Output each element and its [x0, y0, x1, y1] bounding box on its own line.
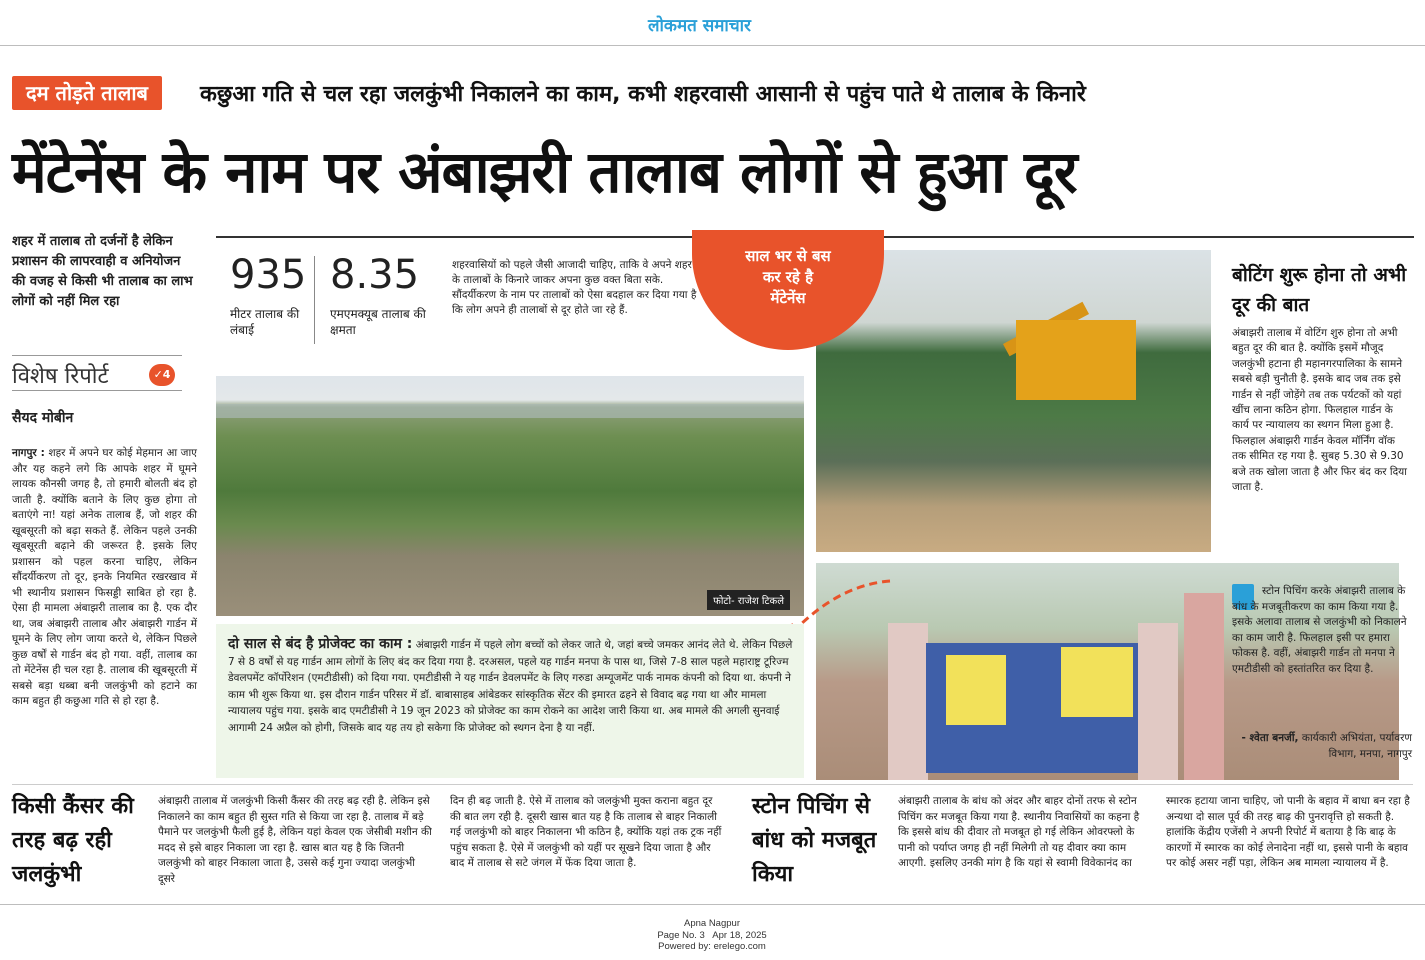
report-label-text: विशेष रिपोर्ट — [12, 364, 109, 389]
bottom-rule — [12, 784, 1413, 785]
stat-length-label: मीटर तालाब की लंबाई — [230, 307, 300, 337]
badge-line-3: मेंटेनेंस — [770, 289, 806, 307]
newspaper-title: लोकमत समाचार — [648, 16, 751, 36]
stat-capacity-value: 8.35 — [330, 252, 420, 298]
quote-attribution — [1232, 730, 1412, 762]
kicker-text: कछुआ गति से चल रहा जलकुंभी निकालने का काम, कभी शहरवासी आसानी से पहुंच पाते थे तालाब के किनारे — [200, 82, 1086, 107]
gate-notice-1 — [946, 655, 1006, 725]
gate-pillar-right — [1138, 623, 1178, 780]
article-body — [12, 446, 197, 710]
kicker-row — [12, 76, 1412, 112]
dateline: नागपुर : — [12, 447, 45, 459]
stat-capacity-label: एमएमक्यूब तालाब की क्षमता — [330, 307, 426, 337]
masthead — [0, 0, 1425, 46]
stat-divider — [314, 256, 315, 344]
intro-text: शहर में तालाब तो दर्जनों है लेकिन प्रशासन की लापरवाही व अनियोजन की वजह से किसी भी तालाब का लाभ लोगों को नहीं मिल रहा — [12, 234, 193, 309]
special-report-label — [12, 355, 182, 391]
footer-edition: Apna Nagpur — [684, 918, 740, 929]
project-box — [216, 624, 804, 778]
project-box-body: अंबाझरी गार्डन में पहले लोग बच्चों को लेकर जाते थे, जहां बच्चे जमकर आनंद लेते थे. लेकिन पिछले 7 से 8 वर्षों से यह गार्डन आम लोगों के लिए बंद कर दिया गया है. दरअसल, पहले यह गार्डन मनपा के पास था, जिसे 7-8 साल पहले महाराष्ट्र टूरिज्म डेवलपमेंट कॉर्पोरेशन (एमटीडीसी) को दिया गया. एमटीडीसी ने यह गार्डन डेवलपमेंट के लिए गरुडा अम्यूजमेंट पार्क नामक कंपनी को दिया था. कंपनी ने काम भी शुरू किया था. इस दौरान गार्डन परिसर में डॉ. बाबासाहब आंबेडकर सांस्कृतिक सेंटर की इमारत ढहने से विवाद बढ़ गया था और मामला न्यायालय पहुंच गया. इसके बाद एमटीडीसी ने 19 जून 2023 को प्रोजेक्ट का काम रोकने का आदेश जारी किया था. अब मामले की अगली सुनवाई आगामी 24 अप्रैल को होगी, जिसके बाद यह तय हो सकेगा कि प्रोजेक्ट को स्थगन देना है या नहीं. — [228, 639, 793, 734]
quote-author: - श्वेता बनर्जी, — [1241, 732, 1299, 744]
boating-body: अंबाझरी तालाब में वोटिंग शुरु होना तो अभी बहुत दूर की बात है. क्योंकि इसमें मौजूद जलकुंभी हटाना ही महानगरपालिका के सामने सबसे बड़ी चुनौती है. इसके बाद जब तक इसे गार्डन से नहीं जोड़ेंगे तब तक पर्यटकों को यहां खींच लाना कठिन होगा. फिलहाल गार्डन के कार्य पर न्यायालय का स्थगन मिला हुआ है. फिलहाल अंबाझरी गार्डन केवल मॉर्निंग वॉक तक सीमित रह गया है. सुबह 5.30 से 9.30 बजे तक खोला जाता है और फिर बंद कर दिया जाता है. — [1232, 327, 1407, 494]
badge-line-1: साल भर से बस — [745, 247, 831, 265]
boating-heading: बोटिंग शुरू होना तो अभी दूर की बात — [1232, 264, 1407, 316]
stone-column-2: स्मारक हटाया जाना चाहिए, जो पानी के बहाव में बाधा बन रहा है अन्यथा दो साल पूर्व की तरह बाढ़ की पुनरावृत्ति हो सकती है. हालांकि केंद्रीय एजेंसी ने अपनी रिपोर्ट में बताया है कि बाढ़ के कारणों में स्मारक का कोई लेनादेना नहीं था, इससे पानी के बहाव पर कोई असर नहीं पड़ा, लेकिन अब मामला न्यायालय में है. — [1166, 795, 1410, 870]
footer-powered[interactable]: Powered by: erelego.com — [658, 941, 766, 952]
article-body-text: शहर में अपने घर कोई मेहमान आ जाए और यह कहने लगे कि आपके शहर में घूमने लायक कौनसी जगह है, तो हमारी बोलती बंद हो जाती है. क्योंकि बताने के लिए कुछ होगा तो बताएंगे ना! यहां अनेक तालाब हैं, जो शहर की खूबसूरती को बढ़ा सकते हैं. लेकिन पहले उनकी खूबसूरती बढ़ाने की जरूरत है. इसके लिए प्रशासन को पहल करना चाहिए, लेकिन सौंदर्यीकरण तो दूर, इनके नियमित रखरखाव में भी स्थानीय प्रशासन फिसड्डी साबित हो रहा है. ऐसा ही मामला अंबाझरी तालाब का है. एक दौर था, जब अंबाझरी तालाब और अंबाझरी गार्डन में घूमने के लिए लोग जाया करते थे, लेकिन पिछले कुछ वर्षों से गार्डन बंद हो गया. वहीं, तालाब का तो मेंटेनेंस ही चल रहा है. तालाब की खूबसूरती में सबसे बड़ा धब्बा बनी जलकुंभी को हटाने का काम बहुत ही कछुआ गति से हो रहा है. — [12, 447, 197, 707]
footer-rule — [0, 904, 1425, 905]
gate-pillar-left — [888, 623, 928, 780]
official-quote: स्टोन पिचिंग करके अंबाझरी तालाब के बांध के मजबूतीकरण का काम किया गया है. इसके अलावा तालाब से जलकुंभी को निकालने का काम जारी है. फिलहाल इसी पर हमारा फोकस है. वहीं, अंबाझरी गार्डन तो मनपा ने एमटीडीसी को हस्तांतरित कर दिया है. — [1232, 585, 1407, 675]
cancer-column-2: दिन ही बढ़ जाती है. ऐसे में तालाब को जलकुंभी मुक्त कराना बहुत दूर की बात लग रही है. दूसरी खास बात यह है कि तालाब से बाहर निकाली गई जलकुंभी को बाहर निकालना भी कठिन है, क्योंकि यहां तक ट्रक नहीं पहुंच सकता है. ऐसे में जलकुंभी को यहीं पर सूखने दिया जाता है और बाद में तालाब से सटे जंगल में फेंक दिया जाता है. — [450, 795, 722, 870]
gate-pillar-far-right — [1184, 593, 1224, 780]
stats-description: शहरवासियों को पहले जैसी आजादी चाहिए, ताकि वे अपने शहर के तालाबों के किनारे जाकर अपना कुछ वक्त बिता सके. सौंदर्यीकरण के नाम पर तालाबों को ऐसा बदहाल कर दिया गया है कि लोग अपने ही तालाबों से दूर होते जा रहे हैं. — [452, 259, 697, 316]
gate-notice-2 — [1061, 647, 1133, 717]
photo-credit: फोटो- राजेश टिकले — [707, 590, 790, 610]
stat-length-value: 935 — [230, 252, 307, 298]
lake-photo — [216, 376, 804, 616]
special-report-icon: ✓4 — [149, 364, 175, 386]
badge-line-2: कर रहे है — [762, 268, 814, 286]
headline: मेंटेनेंस के नाम पर अंबाझरी तालाब लोगों से हुआ दूर — [12, 138, 1077, 206]
byline: सैयद मोबीन — [12, 410, 74, 426]
quote-role: कार्यकारी अभियंता, पर्यावरण विभाग, मनपा, नागपुर — [1301, 732, 1412, 760]
jcb-body-shape — [1016, 320, 1136, 400]
cancer-subhead: किसी कैंसर की तरह बढ़ रही जलकुंभी — [12, 794, 134, 887]
project-box-lead: दो साल से बंद है प्रोजेक्ट का काम : — [228, 636, 413, 652]
stone-column-1: अंबाझरी तालाब के बांध को अंदर और बाहर दोनों तरफ से स्टोन पिचिंग कर मजबूत किया गया है. स्थानीय निवासियों का कहना है कि इससे बांध की दीवार तो मजबूत हो गई लेकिन ओवरफ्लो के पानी को पर्याप्त जगह ही नहीं मिलेगी तो यह दीवार क्या काम आएगी. इसलिए उनकी मांग है कि यहां से स्वामी विवेकानंद का — [898, 795, 1140, 870]
cancer-column-1: अंबाझरी तालाब में जलकुंभी किसी कैंसर की तरह बढ़ रही है. लेकिन इसे निकालने का काम बहुत ही सुस्त गति से किया जा रहा है. तालाब में बड़े पैमाने पर जलकुंभी फैली हुई है, लेकिन यहां केवल एक जेसीबी मशीन की मदद से इसे बाहर निकाला जा रहा है. खास बात यह है कि जितनी जलकुंभी को बाहर निकाला जाता है, उससे कई गुना ज्यादा जलकुंभी दूसरे — [158, 795, 432, 885]
lake-water-band — [216, 404, 804, 418]
kicker-tag: दम तोड़ते तालाब — [12, 76, 162, 110]
footer-page-date — [612, 930, 812, 942]
stone-subhead: स्टोन पिचिंग से बांध को मजबूत किया — [752, 794, 877, 887]
page-footer — [612, 918, 812, 953]
footer-page: Page No. 3 — [657, 929, 705, 941]
project-box-text — [228, 634, 796, 736]
footer-date: Apr 18, 2025 — [712, 929, 767, 941]
